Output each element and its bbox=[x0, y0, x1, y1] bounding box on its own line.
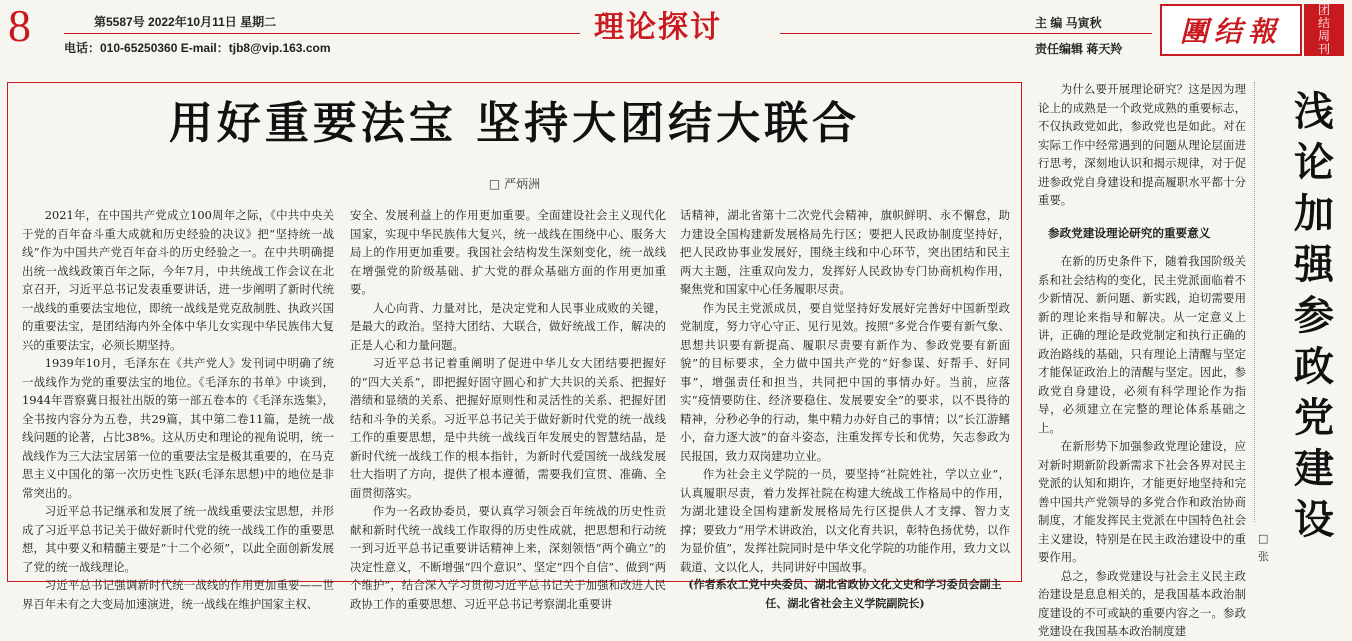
title-char: 参 bbox=[1294, 292, 1334, 339]
title-char: 浅 bbox=[1294, 88, 1334, 135]
chief-editor: 主 编 马寅秋 bbox=[1035, 16, 1102, 30]
paragraph: 习近平总书记着重阐明了促进中华儿女大团结要把握好的“四大关系”，即把握好固守圆心和扩大共识的关系、把握好潜绩和显绩的关系、把握好原则性和灵活性的关系、把握好团结和斗争的关系。习近平总书记关于做好新时代党的统一战线工作的重要思想，是中共统一战线百年发展史的智慧结晶，是新时代统一战线工作的根本指针，为新时代爱国统一战线发展壮大指明了方向，提供了根本遵循，需要我们宣贯、准确、全面贯彻落实。 bbox=[350, 356, 666, 500]
paragraph: 作为一名政协委员，要认真学习领会百年统战的历史性贡献和新时代统一战线工作取得的历史性成就，把思想和行动统一到习近平总书记重要讲话精神上来，深刻领悟“两个确立”的决定性意义，不断增强“四个意识”、坚定“四个自信”、做到“两个维护”，结合深入学习贯彻习近平总书记关于加强和改进人民政协工作的重要思想、习近平总书记考察湖北重要讲 bbox=[350, 504, 666, 611]
paragraph: 总之，参政党建设与社会主义民主政治建设是息息相关的，是我国基本政治制度建设的不可或缺的重要内容之一。参政党建设在我国基本政治制度建 bbox=[1038, 568, 1246, 638]
side-subheading: 参政党建设理论研究的重要意义 bbox=[1048, 225, 1211, 240]
paragraph: 安全、发展利益上的作用更加重要。全面建设社会主义现代化国家，实现中华民族伟大复兴，统一战线在围绕中心、服务大局上的作用更加重要。我国社会结构发生深刻变化，统一战线在增强党的阶级基础、扩大党的群众基础方面的作用更加重要。 bbox=[350, 208, 666, 296]
title-char: 加 bbox=[1294, 190, 1334, 237]
side-article-body bbox=[1038, 80, 1246, 641]
issue-line: 第5587号 2022年10月11日 星期二 bbox=[94, 15, 277, 29]
paragraph: 1939年10月，毛泽东在《共产党人》发刊词中明确了统一战线作为党的重要法宝的地位。《毛泽东的书单》中谈到，1944年晋察冀日报社出版的第一部五卷本的《毛泽东选集》，全书按内容分为五卷，共29篇，其中第二卷11篇，是统一战线问题的论著，占比38%。这从历史和理论的视角说明，统一战线作为三大法宝居第一位的重要法宝是极其重要的，在马克思主义中国化的第一次历史性飞跃(毛泽东思想)中的地位是非常突出的。 bbox=[22, 356, 334, 500]
title-char: 建 bbox=[1294, 445, 1334, 492]
title-char: 党 bbox=[1294, 394, 1334, 441]
logo-side-char: 团 bbox=[1317, 3, 1330, 17]
paragraph: 习近平总书记继承和发展了统一战线重要法宝思想，并形成了习近平总书记关于做好新时代党的统一战线工作的重要思想，其中要义和精髓主要是“十二个必须”，以此全面创新发展了党的统一战线理论。 bbox=[22, 504, 334, 574]
article-column-3 bbox=[680, 206, 1010, 613]
masthead bbox=[0, 0, 1352, 66]
article-headline: 用好重要法宝 坚持大团结大联合 bbox=[168, 98, 861, 149]
title-char: 论 bbox=[1294, 139, 1334, 186]
logo-side-char: 周 bbox=[1317, 29, 1330, 43]
title-char: 设 bbox=[1294, 496, 1334, 543]
masthead-rule-left bbox=[64, 33, 580, 34]
contact-line: 电话：010-65250360 E-mail：tjb8@vip.163.com bbox=[64, 41, 331, 55]
logo-text: 團结報 bbox=[1179, 15, 1282, 48]
page-number: 8 bbox=[8, 0, 31, 51]
section-title: 理论探讨 bbox=[594, 10, 722, 45]
logo-side-char: 刊 bbox=[1317, 42, 1330, 56]
paragraph: 作为社会主义学院的一员，要坚持“社院姓社，学以立业”，认真履职尽责，着力发挥社院在构建大统战工作格局中的作用，为湖北建设全国构建新发展格局先行区提供人才支撑、智力支撑；要致力“用学术讲政治，以文化育共识，彰特色扬优势，以作为显价值”，发挥社院同时是中华文化学院的功能作用，致力文以载道、文以化人，共同讲好中国故事。 bbox=[680, 467, 1010, 574]
title-char: 强 bbox=[1294, 241, 1334, 288]
paragraph: 在新形势下加强参政党理论建设，应对新时期新阶段新需求下社会各界对民主党派的认知和期许，才能更好地坚持和完善中国共产党领导的多党合作和政治协商制度，才能发挥民主党派在中国特色社会主义建设，特别是在民主政治建设中的重要作用。 bbox=[1038, 439, 1246, 564]
article-column-1 bbox=[22, 206, 334, 613]
logo-side-label bbox=[1304, 4, 1344, 56]
side-article-title bbox=[1286, 86, 1342, 545]
author-note: (作者系农工党中央委员、湖北省政协文化文史和学习委员会副主任、湖北省社会主义学院副院长) bbox=[688, 578, 1002, 610]
paragraph: 2021年，在中国共产党成立100周年之际，《中共中央关于党的百年奋斗重大成就和历史经验的决议》把“坚持统一战线”作为中国共产党百年奋斗的历史经验之一。在中共明确提出统一战线政策百年之际，今年7月，中共统战工作会议在北京召开，习近平总书记发表重要讲话，进一步阐明了新时代统一战线的重要法宝地位，即统一战线是党克敌制胜、执政兴国的重要法宝，是团结海内外全体中华儿女实现中华民族伟大复兴的重要法宝，必须长期坚持。 bbox=[22, 208, 334, 352]
paragraph: 作为民主党派成员，要自觉坚持好发展好完善好中国新型政党制度，努力守心守正、见行见效。按照“多党合作要有新气象、思想共识要有新提高、履职尽责要有新作为、参政党要有新面貌”的目标要求，全力做中国共产党的“好参谋、好帮手、好同事”，增强责任和担当，共同把中国的事情办好。当前，应落实“疫情要防住、经济要稳住、发展要安全”的要求，以不畏待的精神，分秒必争的行动，集中精力办好自己的事情；以“长江游鳍小，奋力逐大波”的奋斗姿态，注重发挥专长和优势，矢志参政为民报国，致力双岗建功立业。 bbox=[680, 300, 1010, 463]
article-column-2 bbox=[350, 206, 666, 613]
masthead-rule-right bbox=[780, 33, 1152, 34]
paragraph: 习近平总书记强调新时代统一战线的作用更加重要——世界百年未有之大变局加速演进，统一战线在维护国家主权、 bbox=[22, 578, 334, 611]
article-byline: □ 严炳洲 bbox=[488, 177, 541, 191]
duty-editor: 责任编辑 蒋天羚 bbox=[1035, 42, 1123, 56]
paragraph: 在新的历史条件下，随着我国阶级关系和社会结构的变化，民主党派面临着不少新情况、新问题、新实践，迫切需要用新的理论来指导和解决。从一定意义上讲，正确的理论是政党制定和执行正确的政治路线的基础，只有理论上清醒与坚定才能保证政治上的清醒与坚定。因此，参政党自身建设，必须有科学理论作为指导，必须建立在完整的理论体系基础之上。 bbox=[1038, 254, 1246, 435]
paragraph: 人心向背、力量对比，是决定党和人民事业成败的关键，是最大的政治。坚持大团结、大联合，做好统战工作，解决的正是人心和力量问题。 bbox=[350, 300, 666, 352]
title-char: 政 bbox=[1294, 343, 1334, 390]
side-intro: 为什么要开展理论研究？这是因为理论上的成熟是一个政党成熟的重要标志，不仅执政党如此，参政党也是如此。对在实际工作中经常遇到的问题从理论层面进行思考，深刻地认识和揭示规律，对于促进参政党自身建设和提高履职水平都十分重要。 bbox=[1038, 82, 1246, 207]
side-article-author: □ 张 bbox=[1258, 532, 1269, 563]
logo-side-char: 结 bbox=[1317, 16, 1330, 30]
paragraph: 话精神，湖北省第十二次党代会精神，旗帜鲜明、永不懈怠，助力建设全国构建新发展格局先行区；要把人民政协制度坚持好，把人民政协事业发展好，围绕主线和中心环节，突出团结和民主两大主题，注重双向发力，发挥好人民政协专门协商机构作用，聚焦党和国家中心任务履职尽责。 bbox=[680, 208, 1010, 296]
column-divider bbox=[1254, 82, 1255, 522]
newspaper-logo bbox=[1160, 4, 1302, 56]
